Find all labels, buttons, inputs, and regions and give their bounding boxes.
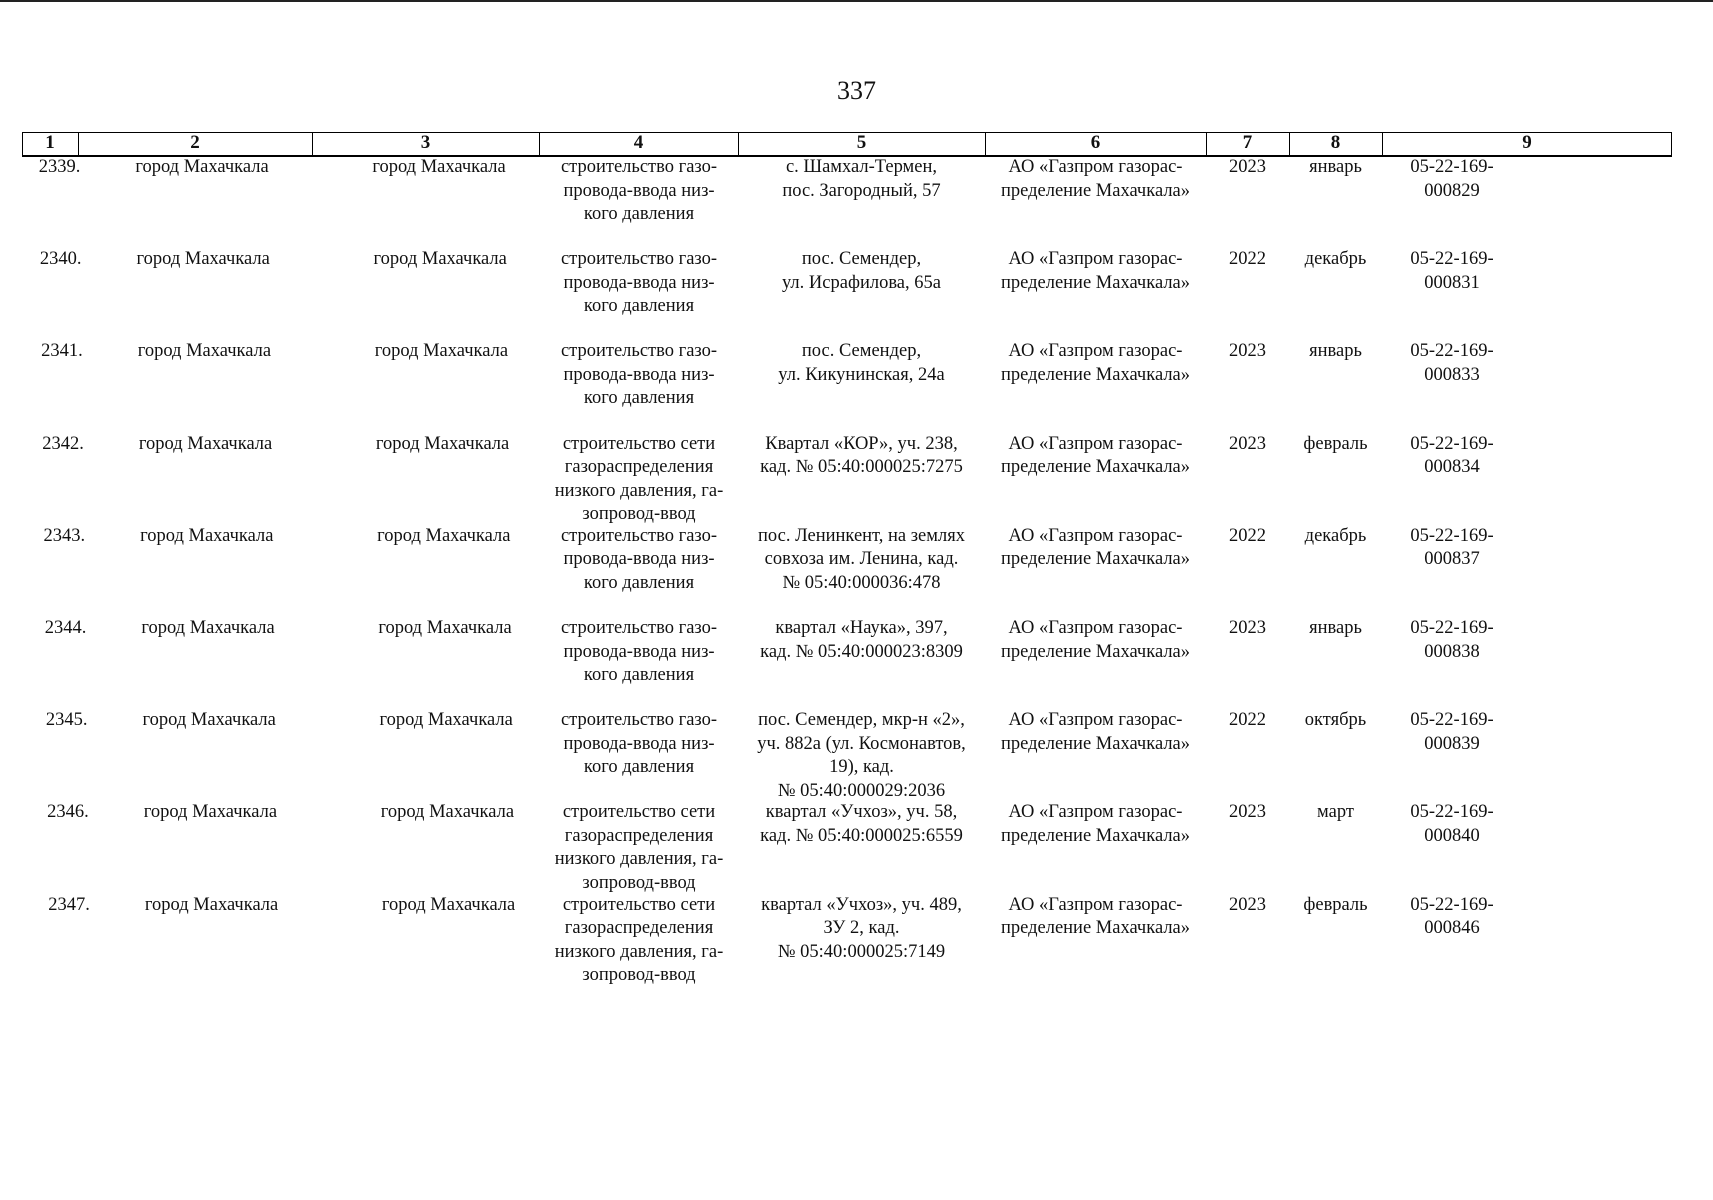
year-cell: 2022 — [1229, 249, 1266, 270]
row-number: 2339. — [38, 157, 81, 177]
table-row — [22, 156, 1672, 256]
organization-cell: АО «Газпром газорас- пределение Махачкала» — [1000, 157, 1191, 201]
table-row — [22, 433, 1672, 533]
column-header-1: 1 — [45, 132, 55, 153]
settlement-cell: город Махачкала — [380, 802, 515, 823]
table-row — [22, 525, 1672, 625]
header-divider — [1671, 133, 1672, 156]
header-divider — [985, 133, 986, 156]
address-cell: квартал «Наука», 397, кад. № 05:40:000023:8309 — [760, 618, 963, 662]
organization-cell: АО «Газпром газорас- пределение Махачкала» — [1000, 618, 1191, 662]
address-cell: квартал «Учхоз», уч. 58, кад. № 05:40:000025:6559 — [760, 802, 963, 846]
code-cell: 05-22-169- 000840 — [1410, 802, 1494, 846]
work-type-cell: строительство газо- провода-ввода низ- кого давления — [560, 618, 718, 685]
header-divider — [738, 133, 739, 156]
code-cell: 05-22-169- 000833 — [1410, 341, 1494, 385]
year-cell: 2023 — [1229, 894, 1266, 915]
row-number: 2340. — [39, 249, 82, 270]
organization-cell: АО «Газпром газорас- пределение Махачкала» — [1000, 249, 1191, 293]
column-header-3: 3 — [420, 132, 431, 153]
address-cell: пос. Семендер, ул. Кикунинская, 24а — [778, 341, 945, 385]
settlement-cell: город Махачкала — [375, 433, 510, 454]
address-cell: пос. Ленинкент, на землях совхоза им. Ленина, кад. № 05:40:000036:478 — [758, 525, 965, 593]
work-type-cell: строительство газо- провода-ввода низ- кого давления — [560, 249, 718, 317]
month-cell: февраль — [1303, 433, 1368, 454]
column-header-6: 6 — [1090, 132, 1101, 153]
municipality-cell: город Махачкала — [142, 710, 276, 731]
settlement-cell: город Махачкала — [374, 341, 509, 362]
settlement-cell: город Махачкала — [379, 710, 513, 731]
month-cell: декабрь — [1304, 249, 1367, 270]
year-cell: 2023 — [1229, 157, 1266, 177]
code-cell: 05-22-169- 000829 — [1410, 157, 1494, 201]
organization-cell: АО «Газпром газорас- пределение Махачкала» — [1000, 341, 1191, 385]
month-cell: январь — [1309, 341, 1362, 362]
month-cell: январь — [1309, 157, 1362, 177]
top-border-rule — [0, 0, 1713, 2]
column-header-9: 9 — [1522, 132, 1532, 153]
code-cell: 05-22-169- 000839 — [1410, 710, 1494, 754]
year-cell: 2023 — [1229, 433, 1266, 454]
work-type-cell: строительство газо- провода-ввода низ- кого давления — [560, 341, 718, 409]
settlement-cell: город Махачкала — [373, 249, 507, 270]
row-number: 2344. — [44, 618, 87, 638]
organization-cell: АО «Газпром газорас- пределение Махачкала» — [1000, 894, 1191, 939]
column-header-5: 5 — [856, 132, 867, 153]
table-row — [22, 617, 1672, 717]
table-row — [22, 801, 1672, 901]
organization-cell: АО «Газпром газорас- пределение Махачкала» — [1000, 710, 1191, 754]
municipality-cell: город Махачкала — [141, 618, 275, 638]
municipality-cell: город Махачкала — [140, 525, 274, 546]
address-cell: с. Шамхал-Термен, пос. Загородный, 57 — [782, 157, 941, 201]
header-divider — [78, 133, 79, 156]
municipality-cell: город Махачкала — [144, 894, 279, 915]
column-header-4: 4 — [633, 132, 644, 153]
settlement-cell: город Махачкала — [372, 157, 506, 177]
code-cell: 05-22-169- 000846 — [1410, 894, 1494, 939]
organization-cell: АО «Газпром газорас- пределение Махачкала» — [1000, 433, 1191, 478]
address-cell: пос. Семендер, ул. Исрафилова, 65а — [782, 249, 941, 293]
settlement-cell: город Махачкала — [377, 525, 511, 546]
table-row — [22, 340, 1672, 440]
year-cell: 2022 — [1229, 525, 1266, 546]
code-cell: 05-22-169- 000831 — [1410, 249, 1494, 293]
work-type-cell: строительство сети газораспределения низкого давления, га- зопровод-ввод — [554, 894, 724, 986]
row-number: 2341. — [41, 341, 83, 362]
address-cell: Квартал «КОР», уч. 238, кад. № 05:40:000025:7275 — [760, 433, 963, 478]
work-type-cell: строительство сети газораспределения низкого давления, га- зопровод-ввод — [554, 433, 724, 525]
month-cell: январь — [1309, 618, 1362, 638]
settlement-cell: город Махачкала — [381, 894, 516, 915]
column-header-2: 2 — [190, 132, 200, 153]
table-row — [22, 894, 1672, 994]
work-type-cell: строительство газо- провода-ввода низ- кого давления — [560, 710, 718, 778]
month-cell: декабрь — [1304, 525, 1367, 546]
year-cell: 2022 — [1229, 710, 1266, 731]
year-cell: 2023 — [1229, 802, 1266, 823]
municipality-cell: город Махачкала — [136, 249, 270, 270]
column-header-7: 7 — [1242, 132, 1253, 153]
municipality-cell: город Махачкала — [137, 341, 272, 362]
year-cell: 2023 — [1229, 618, 1266, 638]
row-number: 2342. — [42, 433, 84, 454]
municipality-cell: город Махачкала — [138, 433, 273, 454]
month-cell: март — [1317, 802, 1354, 823]
code-cell: 05-22-169- 000837 — [1410, 525, 1494, 570]
municipality-cell: город Махачкала — [135, 157, 269, 177]
table-row — [22, 709, 1672, 809]
address-cell: квартал «Учхоз», уч. 489, ЗУ 2, кад. № 05:40:000025:7149 — [761, 894, 962, 962]
row-number: 2343. — [43, 525, 86, 546]
header-divider — [1206, 133, 1207, 156]
municipality-cell: город Махачкала — [143, 802, 278, 823]
column-header-8: 8 — [1330, 132, 1341, 153]
month-cell: февраль — [1303, 894, 1368, 915]
organization-cell: АО «Газпром газорас- пределение Махачкала» — [1000, 525, 1191, 570]
row-number: 2347. — [48, 894, 90, 915]
work-type-cell: строительство газо- провода-ввода низ- кого давления — [560, 525, 718, 593]
table-header — [22, 128, 1672, 158]
table-row — [22, 248, 1672, 348]
code-cell: 05-22-169- 000838 — [1410, 618, 1494, 662]
header-divider — [1382, 133, 1383, 156]
code-cell: 05-22-169- 000834 — [1410, 433, 1494, 478]
header-divider — [22, 133, 23, 156]
page-number: 337 — [837, 76, 876, 105]
row-number: 2345. — [45, 710, 88, 731]
work-type-cell: строительство сети газораспределения низкого давления, га- зопровод-ввод — [554, 802, 724, 893]
year-cell: 2023 — [1229, 341, 1266, 362]
row-number: 2346. — [47, 802, 89, 823]
organization-cell: АО «Газпром газорас- пределение Махачкала» — [1000, 802, 1191, 846]
settlement-cell: город Махачкала — [378, 618, 512, 638]
work-type-cell: строительство газо- провода-ввода низ- кого давления — [560, 157, 718, 224]
month-cell: октябрь — [1304, 710, 1367, 731]
address-cell: пос. Семендер, мкр-н «2», уч. 882а (ул. Космонавтов, 19), кад. № 05:40:000029:2036 — [757, 710, 966, 801]
header-divider — [539, 133, 540, 156]
header-divider — [312, 133, 313, 156]
header-divider — [1289, 133, 1290, 156]
